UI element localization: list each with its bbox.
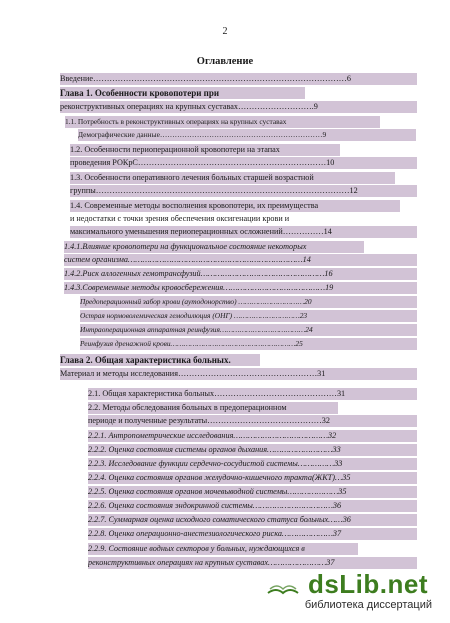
toc-entry-intro[interactable]: Введение…………………………………………………………………………………6	[60, 73, 417, 85]
toc-entry-2-2[interactable]: 2.2. Методы обследования больных в предоперационном	[88, 402, 338, 414]
toc-entry-1-4-2[interactable]: 1.4.2.Риск аллогенных гемотрансфузий……………………………………………16	[64, 268, 417, 280]
toc-entry-1-2[interactable]: 1.2. Особенности периоперационной кровопотери на этапах	[70, 144, 340, 156]
toc-entry-autodonation[interactable]: Предоперационный забор крови (аутодонорство) …………………………20	[80, 296, 417, 308]
toc-entry-1-4[interactable]: 1.4. Современные методы восполнения кровопотери, их преимущества	[70, 200, 400, 212]
watermark-subtitle: библиотека диссертаций	[304, 599, 432, 611]
toc-entry-2-2-9[interactable]: 2.2.9. Состояние водных секторов у больных, нуждающихся в	[88, 543, 358, 555]
toc-entry-2-2-6[interactable]: 2.2.6. Оценка состояния эндокринной системы……………………………36	[88, 500, 417, 512]
toc-entry-1-4-1-cont[interactable]: систем организма………………………………………………………………14	[64, 254, 417, 266]
toc-chapter-1-heading[interactable]: Глава 1. Особенности кровопотери при	[60, 87, 305, 99]
toc-entry-1-2-cont[interactable]: проведения РОКрС……………………………………………………………10	[70, 157, 417, 169]
toc-entry-1-4-cont1[interactable]: и недостатки с точки зрения обеспечения оксигенации крови и	[70, 214, 290, 223]
watermark	[266, 569, 436, 615]
toc-entry-1-3[interactable]: 1.3. Особенности оперативного лечения больных старшей возрастной	[70, 172, 395, 184]
book-icon	[266, 573, 300, 597]
toc-entry-2-2-cont[interactable]: периоде и полученные результаты……………………………………32	[88, 415, 417, 427]
toc-entry-2-2-9-cont[interactable]: реконструктивных операциях на крупных суставах……………………37	[88, 557, 417, 569]
toc-entry-1-3-cont[interactable]: группы…………………………………………………………………………………12	[70, 185, 417, 197]
toc-entry-2-2-4[interactable]: 2.2.4. Оценка состояния органов желудочно-кишечного тракта(ЖКТ)…35	[88, 472, 417, 484]
toc-entry-2-2-8[interactable]: 2.2.8. Оценка операционно-анестезиологического риска…………………37	[88, 528, 417, 540]
toc-chapter-2-heading-cont[interactable]: Материал и методы исследования……………………………………………31	[60, 368, 417, 380]
toc-entry-1-1-cont[interactable]: Демографические данные…………………………………………………………9	[78, 129, 416, 141]
toc-entry-2-2-1[interactable]: 2.2.1. Антропометрические исследования…………………………………32	[88, 430, 417, 442]
toc-entry-reinfusion[interactable]: Интраоперационная аппаратная реинфузия…………………………………24	[80, 324, 417, 336]
toc-entry-1-4-1[interactable]: 1.4.1.Влияние кровопотери на функциональное состояние некоторых	[64, 241, 364, 253]
toc-entry-2-2-7[interactable]: 2.2.7. Суммарная оценка исходного соматического статуса больных……36	[88, 514, 417, 526]
toc-title: Оглавление	[196, 56, 254, 67]
toc-entry-1-4-cont2[interactable]: максимального уменьшения периоперационных осложнений……………14	[70, 226, 417, 238]
toc-entry-2-2-3[interactable]: 2.2.3. Исследование функции сердечно-сосудистой системы……………33	[88, 458, 417, 470]
toc-chapter-1-heading-cont[interactable]: реконструктивных операциях на крупных суставах……………………….9	[60, 101, 417, 113]
toc-entry-2-1[interactable]: 2.1. Общая характеристика больных………………………………………31	[88, 388, 417, 400]
toc-entry-1-1[interactable]: 1.1. Потребность в реконструктивных операциях на крупных суставах	[65, 116, 380, 128]
toc-entry-hemodilution[interactable]: Острая нормоволемическая гемодилюция (ОНГ) …………………………23	[80, 310, 417, 322]
toc-entry-drain-reinfusion[interactable]: Реинфузия дренажной крови…………………………………………………25	[80, 338, 417, 350]
toc-chapter-2-heading[interactable]: Глава 2. Общая характеристика больных.	[60, 354, 260, 366]
page-number: 2	[222, 26, 228, 37]
watermark-logo: dsLib.net	[307, 569, 428, 599]
toc-entry-2-2-5[interactable]: 2.2.5. Оценка состояния органов мочевыводной системы…………………35	[88, 486, 417, 498]
toc-entry-2-2-2[interactable]: 2.2.2. Оценка состояния системы органов дыхания………………………33	[88, 444, 417, 456]
toc-entry-1-4-3[interactable]: 1.4.3.Современные методы кровосбережения……………………………………19	[64, 282, 417, 294]
